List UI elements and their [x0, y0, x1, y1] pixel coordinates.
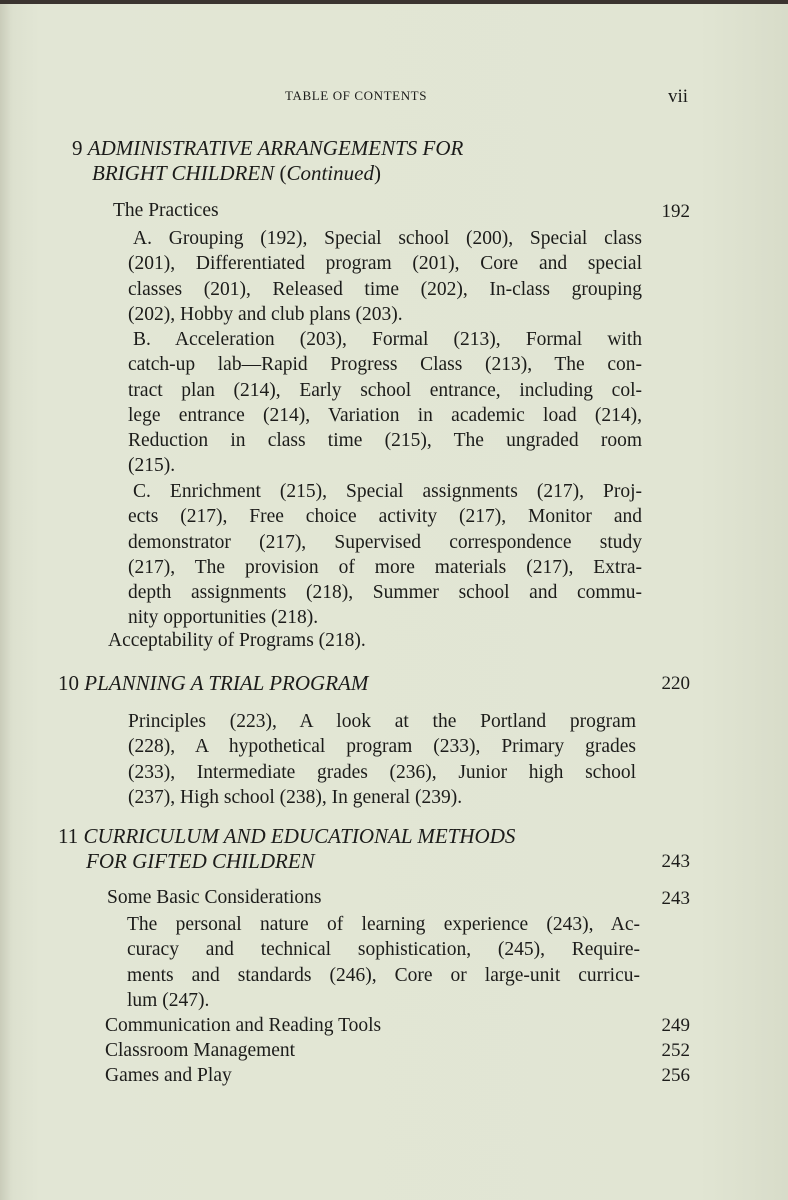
paragraph-line: (215).	[128, 455, 176, 477]
paragraph-line: tract plan (214), Early school entrance, including col-	[128, 379, 642, 401]
section-games-and-play: Games and Play	[105, 1065, 232, 1086]
page-gutter-shadow	[0, 4, 10, 1200]
paragraph-line: C. Enrichment (215), Special assignments (217), Proj-	[133, 481, 642, 502]
paragraph-line: demonstrator (217), Supervised correspondence study	[128, 531, 642, 553]
paragraph-line: (217), The provision of more materials (217), Extra-	[128, 556, 642, 578]
section-classroom-management-page: 252	[661, 1040, 690, 1061]
chapter-9-heading-line1	[72, 136, 463, 161]
chapter-11-heading-line2	[86, 849, 315, 874]
practices-paragraph-a	[128, 226, 642, 327]
chapter-10-number: 10	[58, 671, 79, 695]
chapter-9-title-line1: ADMINISTRATIVE ARRANGEMENTS FOR	[87, 136, 464, 160]
basic-considerations-paragraph	[127, 912, 640, 1013]
section-acceptability-of-programs: Acceptability of Programs (218).	[108, 630, 366, 651]
chapter-10-paragraph	[128, 709, 636, 810]
paragraph-line: lege entrance (214), Variation in academic load (214),	[128, 404, 642, 426]
section-communication-page: 249	[661, 1015, 690, 1036]
paragraph-line: nity opportunities (218).	[128, 607, 319, 629]
paragraph-line: catch-up lab—Rapid Progress Class (213), The con-	[128, 354, 642, 376]
chapter-11-title-line1: CURRICULUM AND EDUCATIONAL METHODS	[83, 824, 516, 848]
section-classroom-management: Classroom Management	[105, 1040, 296, 1061]
chapter-11-page: 243	[661, 851, 690, 872]
running-head-title: TABLE OF CONTENTS	[285, 88, 428, 103]
paragraph-line: lum (247).	[127, 989, 210, 1011]
paragraph-line: ects (217), Free choice activity (217), Monitor and	[128, 506, 642, 528]
paragraph-line: depth assignments (218), Summer school and commu-	[128, 582, 642, 604]
section-communication-and-reading-tools: Communication and Reading Tools	[105, 1015, 382, 1036]
section-games-and-play-page: 256	[661, 1065, 690, 1086]
paragraph-line: (233), Intermediate grades (236), Junior high school	[128, 761, 636, 783]
paragraph-line: Reduction in class time (215), The ungraded room	[128, 430, 642, 452]
chapter-9-title-line2: BRIGHT CHILDREN	[92, 161, 275, 185]
paragraph-line: B. Acceleration (203), Formal (213), Formal with	[133, 329, 642, 350]
section-some-basic-considerations: Some Basic Considerations	[107, 887, 322, 908]
paragraph-line: (201), Differentiated program (201), Core and special	[128, 253, 642, 275]
continued-label: Continued	[286, 161, 374, 185]
paragraph-line: ments and standards (246), Core or large-unit curricu-	[127, 964, 640, 986]
chapter-11-title-line2: FOR GIFTED CHILDREN	[86, 849, 315, 873]
chapter-11-heading-line1	[58, 824, 515, 849]
page-top-edge	[0, 0, 788, 4]
chapter-9-heading-line2	[92, 161, 381, 186]
chapter-9-number: 9	[72, 136, 83, 160]
section-the-practices-page: 192	[661, 201, 690, 222]
page-folio: vii	[668, 86, 689, 107]
chapter-10-title: PLANNING A TRIAL PROGRAM	[84, 671, 369, 695]
paragraph-line: The personal nature of learning experience (243), Ac-	[127, 914, 640, 935]
chapter-9-continued: (Continued)	[279, 161, 381, 185]
chapter-10-heading	[58, 671, 368, 696]
paragraph-line: curacy and technical sophistication, (245), Require-	[127, 939, 640, 961]
section-some-basic-considerations-page: 243	[661, 888, 690, 909]
practices-paragraph-b	[128, 327, 642, 479]
practices-paragraph-c	[128, 479, 642, 631]
paragraph-line: (228), A hypothetical program (233), Primary grades	[128, 736, 636, 758]
paragraph-line: Principles (223), A look at the Portland program	[128, 711, 636, 732]
paragraph-line: A. Grouping (192), Special school (200), Special class	[133, 228, 642, 249]
paragraph-line: classes (201), Released time (202), In-class grouping	[128, 278, 642, 300]
paragraph-line: (202), Hobby and club plans (203).	[128, 303, 403, 325]
chapter-10-page: 220	[661, 673, 690, 694]
paragraph-line: (237), High school (238), In general (239).	[128, 786, 463, 808]
chapter-11-number: 11	[58, 824, 79, 848]
section-the-practices: The Practices	[113, 200, 219, 221]
